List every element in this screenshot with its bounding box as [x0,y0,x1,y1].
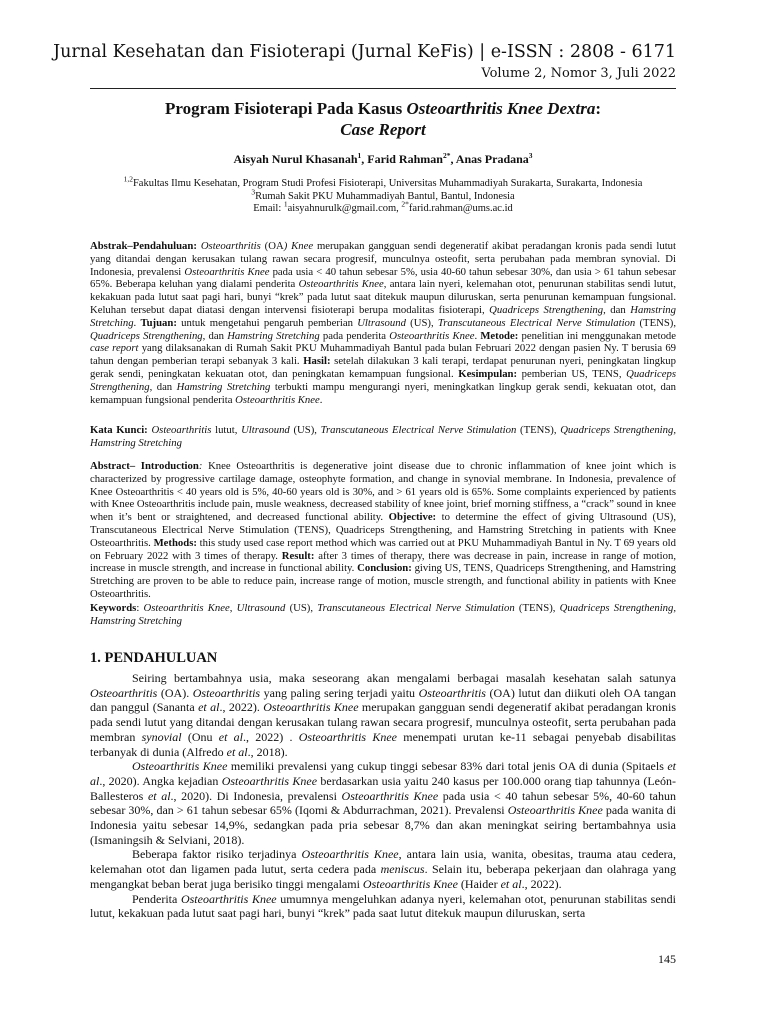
author-list: Aisyah Nurul Khasanah$^1$, Farid Rahman$^{2*}$, Anas Pradana$^3$ [233,151,533,166]
article-title: Program Fisioterapi Pada Kasus Osteoarthritis Knee Dextra: Case Report [164,99,602,139]
affiliation-2: $^3$Rumah Sakit PKU Muhammadiyah Bantul, Bantul, Indonesia [251,187,515,202]
affiliation-1: $^{1,2}$Fakultas Ilmu Kesehatan, Program Studi Profesi Fisioterapi, Universitas Muhammadiyah Surakarta, Surakarta, Indonesia [123,174,643,189]
abstrak-indonesian: Abstrak–Pendahuluan: Osteoarthritis (OA) Knee merupakan gangguan sendi degeneratif akibat peradangan kronis pada sendi lutut yang ditandai dengan kerusakan tulang rawan secara progresif, munculnya osteofit, serta perubahan pada membran synovial. Di Indonesia, prevalensi Osteoarthritis Knee pada usia < 40 tahun sebesar 5%, usia 40-60 tahun sebesar 30%, dan usia > 61 tahun sebesar 65%. Beberapa keluhan yang dialami penderita Osteoarthritis Knee, antara lain nyeri, kelemahan otot, penurunan stabilitas sendi lutut, kekakuan pada lutut saat pagi hari, bunyi “krek” pada lutut saat ditekuk maupun diluruskan, serta penurunan kemampuan fungsional. Keluhan tersebut dapat diatasi dengan intervensi fisioterapi berupa modalitas fisioterapi, Quadriceps Strengthening, dan Hamstring Stretching. Tujuan: untuk mengetahui pengaruh pemberian Ultrasound (US), Transcutaneous Electrical Nerve Stimulation (TENS), Quadriceps Strengthening, dan Hamstring Stretching pada penderita Osteoarthritis Knee. Metode: penelitian ini menggunakan metode case report yang dilaksanakan di Rumah Sakit PKU Muhammadiyah Bantul pada bulan Februari 2022 dengan pasien Ny. T berusia 69 tahun dengan pemberian terapi sebanyak 3 kali. Hasil: setelah dilakukan 3 kali terapi, terdapat penurunan nyeri, peningkatan lingkup gerak sendi, peningkatan kekuatan otot, dan peningkatan kemampuan fungsional. Kesimpulan: pemberian US, TENS, Quadriceps Strengthening, dan Hamstring Stretching terbukti mampu mengurangi nyeri, meningkatkan lingkup gerak sendi, kekuatan otot, dan kemampuan fungsional penderita Osteoarthritis Knee. [90,240,677,406]
journal-title: Jurnal Kesehatan dan Fisioterapi (Jurnal KeFis) | e-ISSN : 2808 - 6171 [53,42,676,62]
paragraph-4: Penderita Osteoarthritis Knee umumnya mengeluhkan adanya nyeri, kelemahan otot, penurunan stabilitas sendi lutut, kekakuan pada lutut saat pagi hari, bunyi “krek” pada saat lutut ditekuk maupun diluruskan, serta [90,891,676,921]
kata-kunci: Kata Kunci: Osteoarthritis lutut, Ultrasound (US), Transcutaneous Electrical Nerve Stimulation (TENS), Quadriceps Strengthening, Hamstring Stretching [90,424,677,449]
abstract-english: Abstract– Introduction: Knee Osteoarthritis is degenerative joint disease due to chronic inflammation of knee joint which is characterized by progressive cartilage damage, osteophyte formation, and change in synovial membrane. In Indonesia, prevalence of Knee Osteoarthritis < 40 years old is 5%, 40-60 years old is 30%, and > 61 years old is 65%. Some complaints experienced by patients with Knee Osteoarthritis include pain, musle weakness, decreased stability of knee joint, brief morning stiffness, a “crack” sound in knee when it’s bent or straightened, and decreased functional ability. Objective: to determine the effect of giving Ultrasound (US), Transcutaneous Electrical Nerve Stimulation (TENS), Quadriceps Strengthening, and Hamstring Stretching in patients with Knee Osteoarthritis. Methods: this study used case report method which was carried out at PKU Muhammadiyah Bantul in Ny. T 69 years old on February 2022 with 3 times of therapy. Result: after 3 times of therapy, there was decrease in pain, increase in range of motion, increase in muscle strength, and increase in functional ability. Conclusion: giving US, TENS, Quadriceps Strengthening, and Hamstring Stretching are proven to be able to reduce pain, increase range of motion, muscle strength, and functional ability in patients with Knee Osteoarthritis. [90,460,677,600]
page-number: 145 [658,952,676,966]
paragraph-1: Seiring bertambahnya usia, maka seseorang akan mengalami berbagai masalah kesehatan salah satunya Osteoarthritis (OA). Osteoarthritis yang paling sering terjadi yaitu Osteoarthritis (OA) lutut dan diikuti oleh OA tangan dan panggul (Sananta et al., 2022). Osteoarthritis Knee merupakan gangguan sendi degeneratif akibat peradangan kronis pada sendi lutut yang ditandai dengan kerusakan tulang rawan secara progresif, munculnya osteofit, serta perubahan pada membran synovial (Onu et al., 2022) . Osteoarthritis Knee menempati urutan ke-11 sebagai penyebab disabilitas terbanyak di dunia (Alfredo et al., 2018). [90,671,677,759]
paragraph-2: Osteoarthritis Knee memiliki prevalensi yang cukup tinggi sebesar 83% dari total jenis OA di dunia (Spitaels et al., 2020). Angka kejadian Osteoarthritis Knee berdasarkan usia yaitu 240 kasus per 100.000 orang tiap tahunnya (León-Ballesteros et al., 2020). Di Indonesia, prevalensi Osteoarthritis Knee pada usia < 40 tahun sebesar 5%, 40-60 tahun sebesar 30%, dan > 61 tahun sebesar 65% (Iqomi & Abdurrachman, 2021). Prevalensi Osteoarthritis Knee pada wanita di Indonesia yaitu sebesar 14,9%, sedangkan pada pria sebesar 8,7% dan akan meningkat seiring bertambahnya usia (Ismaningsih & Selviani, 2018). [90,759,676,847]
affiliations [90,174,676,216]
header-rule [90,88,676,89]
section-heading: 1. PENDAHULUAN [90,650,218,666]
paragraph-3: Beberapa faktor risiko terjadinya Osteoarthritis Knee, antara lain usia, wanita, obesitas, trauma atau cedera, kelemahan otot dan ligamen pada lutut, serta cedera pada meniscus. Selain itu, beberapa pekerjaan dan olahraga yang mengangkat beban berat juga berisiko tinggi mengalami Osteoarthritis Knee (Haider et al., 2022). [90,847,677,891]
journal-volume: Volume 2, Nomor 3, Juli 2022 [481,66,676,81]
section-body [90,671,676,921]
author-emails: Email: $^1$aisyahnurulk@gmail.com, $^{2*}$farid.rahman@ums.ac.id [253,199,513,214]
keywords: Keywords: Osteoarthritis Knee, Ultrasound (US), Transcutaneous Electrical Nerve Stimulation (TENS), Quadriceps Strengthening, Hamstring Stretching [90,602,677,627]
